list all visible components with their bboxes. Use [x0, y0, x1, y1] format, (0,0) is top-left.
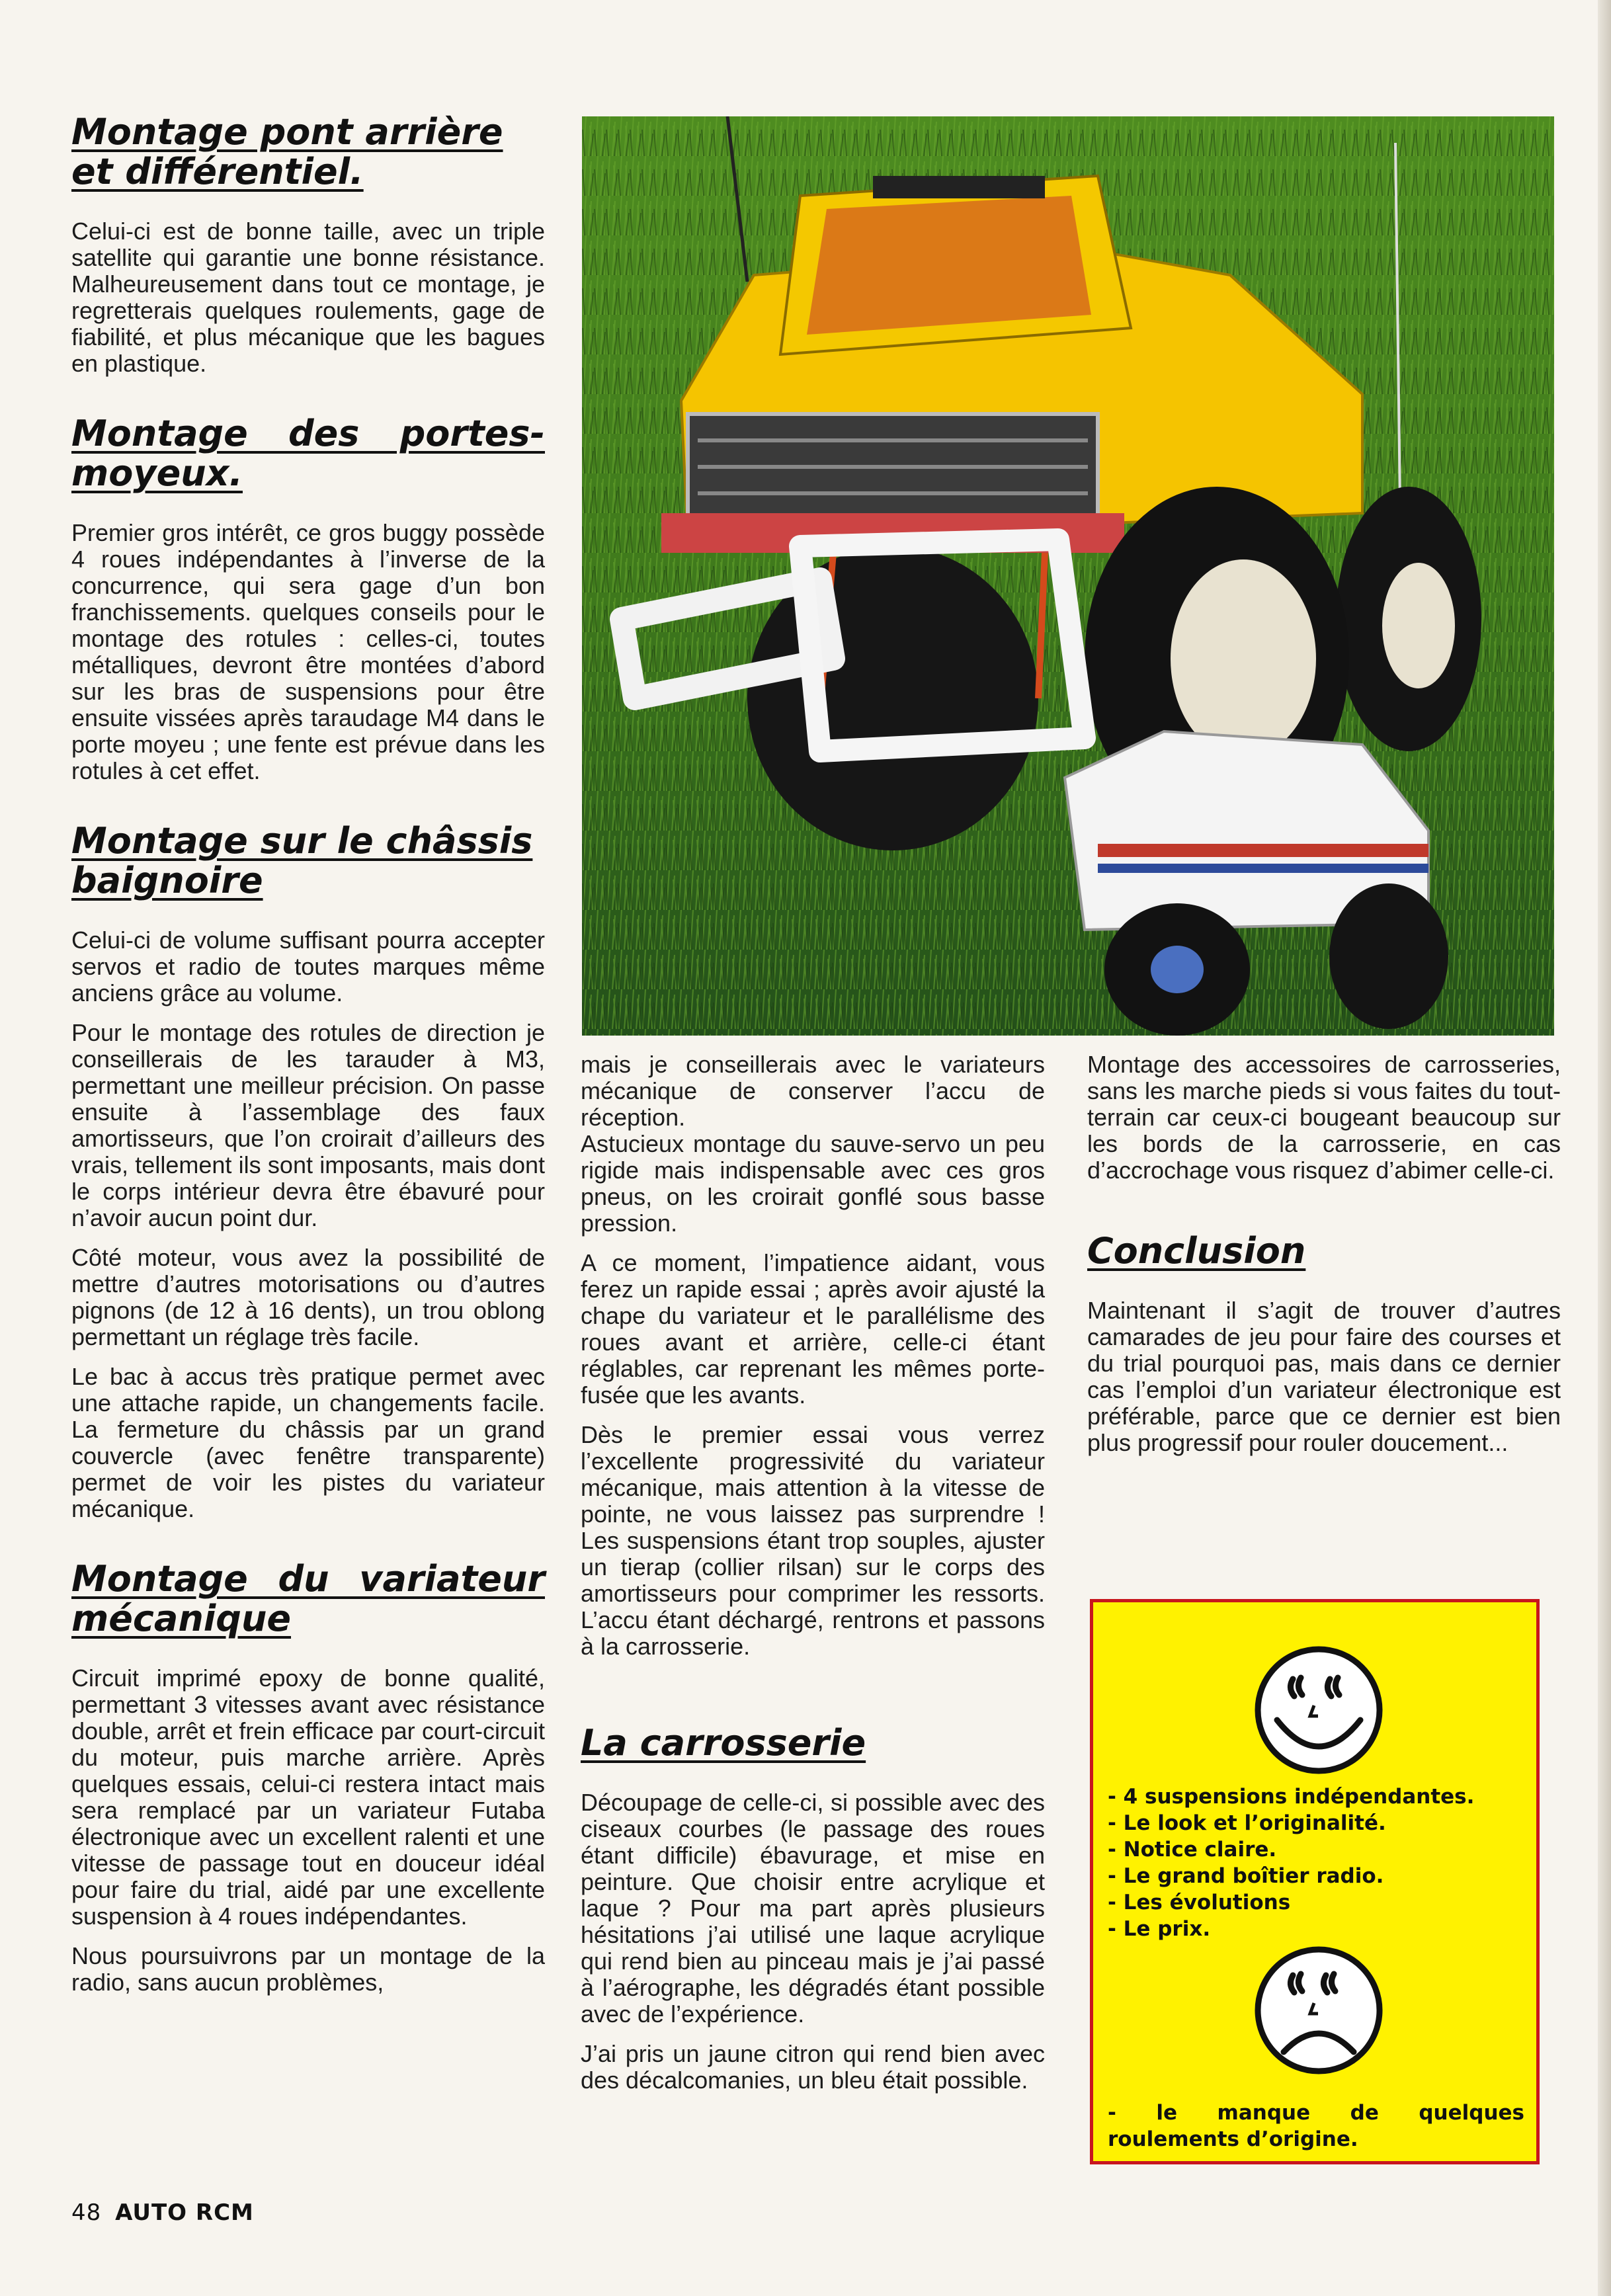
truck-photo [582, 116, 1554, 1036]
column-left [71, 106, 545, 2202]
truck-photo-image [582, 116, 1554, 1036]
section-variateur [71, 1553, 545, 1996]
happy-smiley-icon [1249, 1641, 1388, 1780]
section-chassis [71, 815, 545, 1522]
paragraph: mais je conseillerais avec le variateurs mécanique de conserver l’accu de réception. [581, 1051, 1045, 1131]
paragraph: Dès le premier essai vous verrez l’excellente progressivité du variateur mécanique, mais attention à la vitesse de pointe, ne vous laissez pas surprendre ! Les suspensions étant trop souples, ajuster un tierap (collier rilsan) sur le corps des amortisseurs pour comprimer les ressorts. L’accu étant déchargé, rentrons et passons à la carrosserie. [581, 1421, 1045, 1660]
section-conclusion [1087, 1225, 1561, 1456]
sad-smiley-icon [1249, 1941, 1388, 2080]
paragraph: Celui-ci est de bonne taille, avec un triple satellite qui garantie une bonne résistance. Malheureusement dans tout ce montage, je regretterais quelques roulements, gage de fiabilité, et plus mécanique que les bagues en plastique. [71, 218, 545, 377]
paragraph: Astucieux montage du sauve-servo un peu rigide mais indispensable avec ces gros pneus, on les croirait gonflé sous basse pression. [581, 1130, 1045, 1237]
pro-item: - 4 suspensions indépendantes. [1108, 1785, 1475, 1809]
pros-list [1108, 1784, 1474, 1942]
heading-chassis: Montage sur le châssis baignoire [71, 820, 533, 901]
section-carrosserie [581, 1717, 1045, 2094]
paragraph: Le bac à accus très pratique permet avec une attache rapide, un changements facile. La fermeture du châssis par un grand couvercle (avec fenêtre transparente) permet de voir les pistes du variateur mécanique. [71, 1363, 545, 1522]
paragraph: Premier gros intérêt, ce gros buggy possède 4 roues indépendantes à l’inverse de la concurrence, qui sera gage d’un bon franchissements. quelques conseils pour le montage des rotules : celles-ci, toutes métalliques, devront être montées d’abord sur les bras de suspensions pour être ensuite vissées après taraudage M4 dans le porte moyeu ; une fente est prévue dans les rotules à cet effet. [71, 519, 545, 784]
paragraph: Montage des accessoires de carrosseries, sans les marche pieds si vous faites du tout-terrain car ceux-ci bougeant beaucoup sur les bords de la carrosserie, en cas d’accrochage vous risquez d’abimer celle-ci. [1087, 1051, 1561, 1184]
paragraph: Nous poursuivrons par un montage de la radio, sans aucun problèmes, [71, 1942, 545, 1996]
page-edge [1598, 0, 1611, 2296]
paragraph: Côté moteur, vous avez la possibilité de mettre d’autres motorisations ou d’autres pignons (de 12 à 16 dents), un trou oblong permettant un réglage très facile. [71, 1244, 545, 1350]
pro-item: - Le prix. [1108, 1917, 1211, 1941]
section-portes-moyeux [71, 407, 545, 784]
pro-item: - Le look et l’originalité. [1108, 1811, 1386, 1835]
page-footer [71, 2199, 254, 2226]
paragraph: Celui-ci de volume suffisant pourra accepter servos et radio de toutes marques même anciens grâce au volume. [71, 926, 545, 1006]
pro-item: - Notice claire. [1108, 1838, 1277, 1862]
paragraph: Pour le montage des rotules de direction je conseillerais de les tarauder à M3, permettant une meilleur précision. On passe ensuite à l’assemblage des faux amortisseurs, que l’on croirait d’ailleurs des vrais, tellement ils sont imposants, mais dont le corps intérieur devra être ébavuré pour n’avoir aucun point dur. [71, 1019, 545, 1231]
paragraph: Maintenant il s’agit de trouver d’autres camarades de jeu pour faire des courses et du trial pourquoi pas, mais dans ce dernier cas l’emploi d’un variateur électronique est préférable, parce que ce dernier est bien plus progressif pour rouler doucement... [1087, 1297, 1561, 1456]
heading-portes-moyeux: Montage des portes-moyeux. [71, 413, 545, 494]
paragraph: J’ai pris un jaune citron qui rend bien avec des décalcomanies, un bleu était possible. [581, 2040, 1045, 2094]
magazine-name: AUTO RCM [115, 2199, 254, 2226]
cons-text: - le manque de quelques roulements d’origine. [1108, 2101, 1524, 2151]
heading-conclusion: Conclusion [1087, 1230, 1306, 1272]
paragraph: A ce moment, l’impatience aidant, vous ferez un rapide essai ; après avoir ajusté la chape du variateur et le parallélisme des roues avant et arrière, celle-ci étant réglables, car reprenant les mêmes porte-fusée que les avants. [581, 1249, 1045, 1409]
paragraph: Découpage de celle-ci, si possible avec des ciseaux courbes (le passage des roues étant difficile) ébavurage, et mise en peinture. Que choisir entre acrylique et laque ? Pour ma part après plusieurs hésitations j’ai utilisé une laque acrylique qui rend bien au pinceau mais je j’ai passé à l’aérographe, les dégradés étant possible avec de l’expérience. [581, 1789, 1045, 2028]
pro-item: - Les évolutions [1108, 1891, 1291, 1914]
pro-item: - Le grand boîtier radio. [1108, 1864, 1384, 1888]
heading-pont-arriere: Montage pont arrière et différentiel. [71, 111, 503, 192]
section-pont-arriere [71, 106, 545, 377]
heading-variateur: Montage du variateur mécanique [71, 1558, 545, 1639]
page-number: 48 [71, 2199, 102, 2226]
paragraph: Circuit imprimé epoxy de bonne qualité, permettant 3 vitesses avant avec résistance double, arrêt et frein efficace par court-circuit du moteur, puis marche arrière. Après quelques essais, celui-ci restera intact mais sera remplacé par un variateur Futaba électronique avec un excellent ralenti et une vitesse de passage tout en douceur idéal pour faire du trial, aidé par une excellente suspension à 4 roues indépendantes. [71, 1664, 545, 1930]
verdict-box [1090, 1599, 1540, 2164]
heading-carrosserie: La carrosserie [581, 1722, 866, 1764]
column-middle [581, 1051, 1045, 2202]
